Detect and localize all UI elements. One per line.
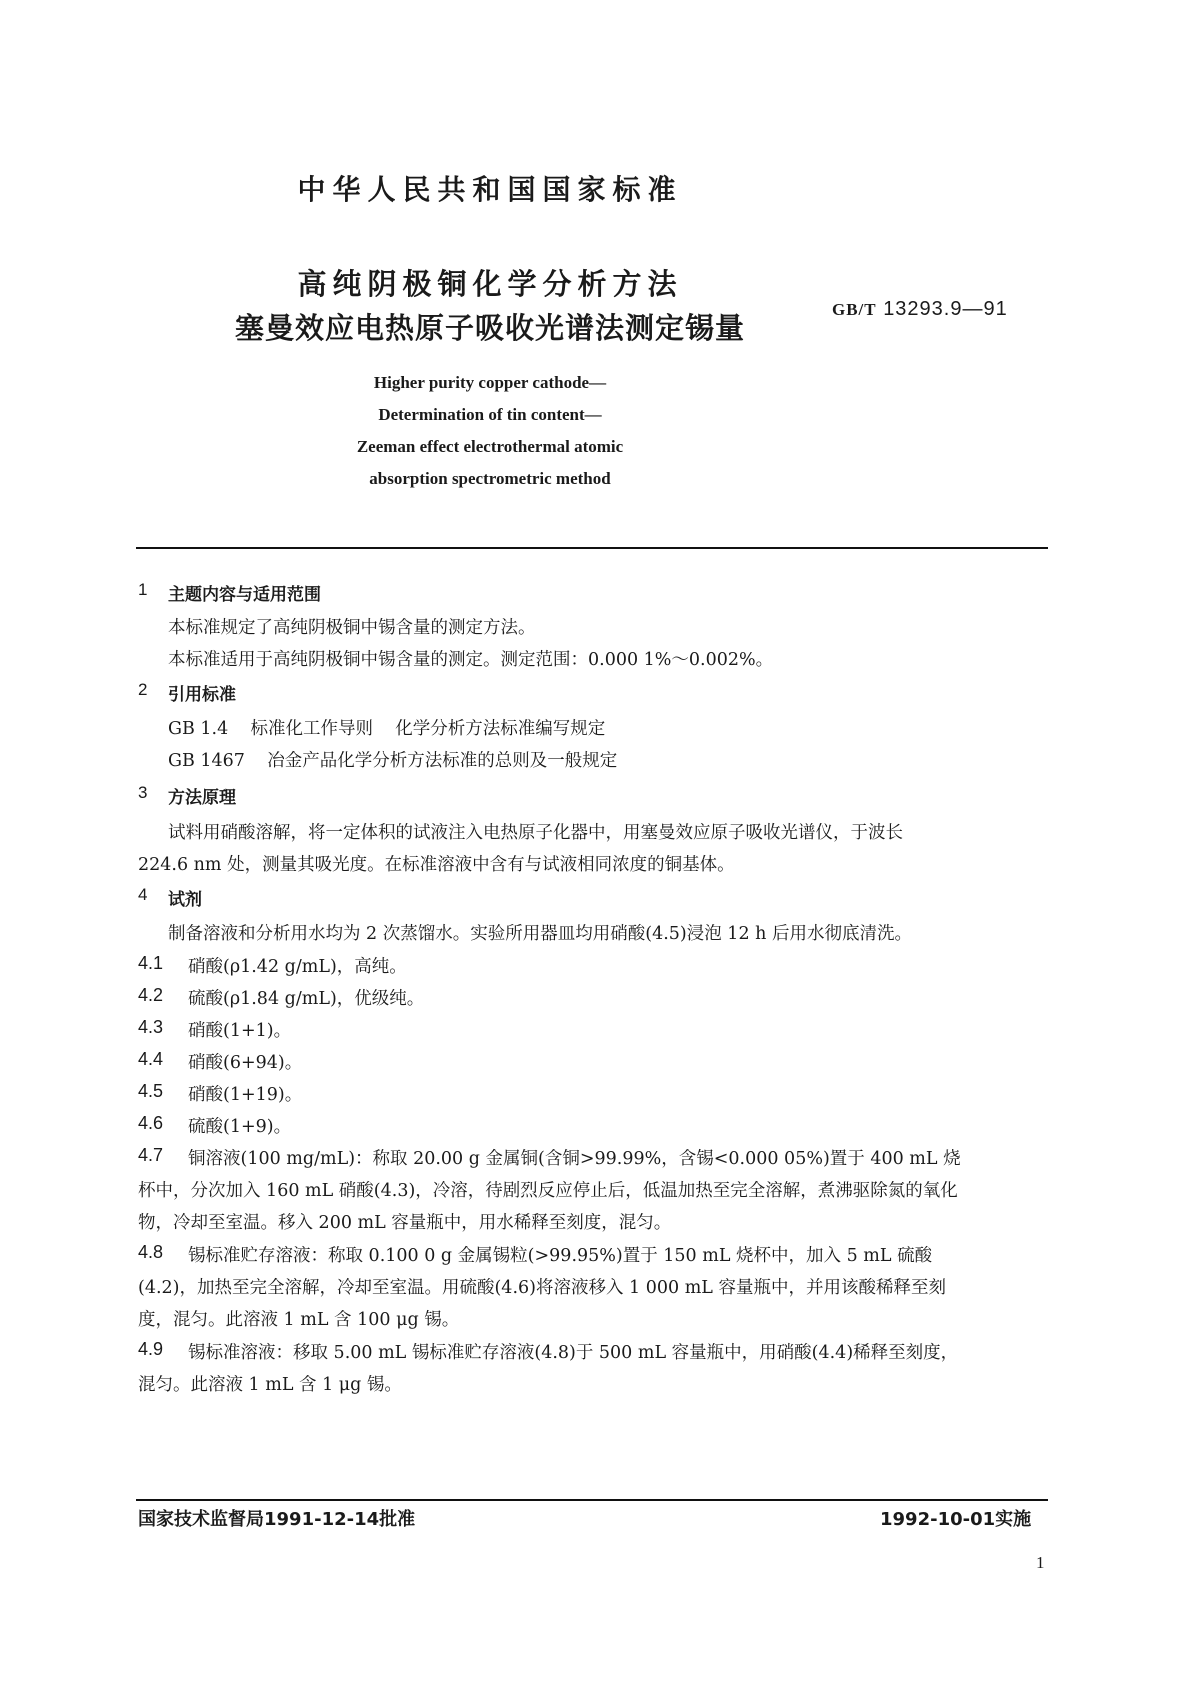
- section-4-number: 4: [138, 885, 148, 904]
- item-4-9-number: 4.9: [138, 1339, 164, 1359]
- standard-code: 13293.9—91: [883, 298, 1008, 320]
- item-4-5-text: 硝酸(1+19)。: [188, 1085, 303, 1105]
- title-en-line3: Zeeman effect electrothermal atomic: [356, 437, 624, 456]
- section-3-title: 方法原理: [168, 788, 236, 808]
- section-3-line-2: 224.6 nm 处，测量其吸光度。在标准溶液中含有与试液相同浓度的铜基体。: [138, 855, 735, 875]
- item-4-7-text: 铜溶液(100 mg/mL)：称取 20.00 g 金属铜(含铜>99.99%，含锡<0.000 05%)置于 400 mL 烧: [188, 1149, 961, 1169]
- item-4-8-text: 锡标准贮存溶液：称取 0.100 0 g 金属锡粒(>99.95%)置于 150 mL 烧杯中，加入 5 mL 硫酸: [188, 1246, 933, 1266]
- national-standard-heading: 中华人民共和国国家标准: [297, 173, 683, 206]
- section-1-number: 1: [138, 580, 148, 599]
- header-divider: [136, 547, 1048, 549]
- title-cn-line2: 塞曼效应电热原子吸收光谱法测定锡量: [234, 311, 745, 345]
- item-4-8-cont-2: 度，混匀。此溶液 1 mL 含 100 μg 锡。: [138, 1310, 460, 1330]
- item-4-3-number: 4.3: [138, 1017, 164, 1037]
- section-2-title: 引用标准: [168, 685, 236, 705]
- standard-prefix: GB/T: [832, 300, 877, 319]
- title-cn-line1: 高纯阴极铜化学分析方法: [297, 267, 683, 301]
- item-4-8-cont-1: (4.2)，加热至完全溶解，冷却至室温。用硫酸(4.6)将溶液移入 1 000 mL 容量瓶中，并用该酸稀释至刻: [138, 1278, 946, 1298]
- item-4-1-text: 硝酸(ρ1.42 g/mL)，高纯。: [188, 957, 407, 977]
- title-en-line1: Higher purity copper cathode—: [373, 373, 607, 392]
- approval-date: 国家技术监督局1991-12-14批准: [138, 1509, 416, 1530]
- item-4-6-number: 4.6: [138, 1113, 164, 1133]
- section-1-title: 主题内容与适用范围: [168, 585, 321, 605]
- section-4-title: 试剂: [168, 890, 202, 910]
- item-4-2-number: 4.2: [138, 985, 164, 1005]
- section-3-number: 3: [138, 783, 148, 802]
- section-1-para-2: 本标准适用于高纯阴极铜中锡含量的测定。测定范围：0.000 1%～0.002%。: [168, 650, 774, 670]
- item-4-9-text: 锡标准溶液：移取 5.00 mL 锡标准贮存溶液(4.8)于 500 mL 容量瓶中，用硝酸(4.4)稀释至刻度，: [188, 1343, 959, 1363]
- reference-gb1467: GB 1467 冶金产品化学分析方法标准的总则及一般规定: [168, 751, 618, 771]
- standard-number: [832, 298, 1008, 321]
- item-4-9-cont-1: 混匀。此溶液 1 mL 含 1 μg 锡。: [138, 1375, 402, 1395]
- title-en-line2: Determination of tin content—: [378, 405, 602, 424]
- item-4-8-number: 4.8: [138, 1242, 164, 1262]
- item-4-6-text: 硫酸(1+9)。: [188, 1117, 292, 1137]
- section-2-number: 2: [138, 680, 148, 699]
- footer-divider: [136, 1499, 1048, 1501]
- section-1-para-1: 本标准规定了高纯阴极铜中锡含量的测定方法。: [168, 618, 536, 638]
- item-4-3-text: 硝酸(1+1)。: [188, 1021, 292, 1041]
- item-4-1-number: 4.1: [138, 953, 164, 973]
- title-en-line4: absorption spectrometric method: [369, 469, 611, 488]
- item-4-4-text: 硝酸(6+94)。: [188, 1053, 303, 1073]
- item-4-7-cont-2: 物，冷却至室温。移入 200 mL 容量瓶中，用水稀释至刻度，混匀。: [138, 1213, 672, 1233]
- reference-gb1-4: GB 1.4 标准化工作导则 化学分析方法标准编写规定: [168, 719, 606, 739]
- section-3-line-1: 试料用硝酸溶解，将一定体积的试液注入电热原子化器中，用塞曼效应原子吸收光谱仪，于波长: [168, 823, 903, 843]
- item-4-7-cont-1: 杯中，分次加入 160 mL 硝酸(4.3)，冷溶，待剧烈反应停止后，低温加热至完全溶解，煮沸驱除氮的氧化: [138, 1181, 958, 1201]
- item-4-2-text: 硫酸(ρ1.84 g/mL)，优级纯。: [188, 989, 425, 1009]
- page-number: 1: [1036, 1553, 1045, 1572]
- item-4-5-number: 4.5: [138, 1081, 164, 1101]
- section-4-intro: 制备溶液和分析用水均为 2 次蒸馏水。实验所用器皿均用硝酸(4.5)浸泡 12 h 后用水彻底清洗。: [168, 924, 912, 944]
- item-4-7-number: 4.7: [138, 1145, 164, 1165]
- effective-date: 1992-10-01实施: [880, 1509, 1032, 1530]
- item-4-4-number: 4.4: [138, 1049, 164, 1069]
